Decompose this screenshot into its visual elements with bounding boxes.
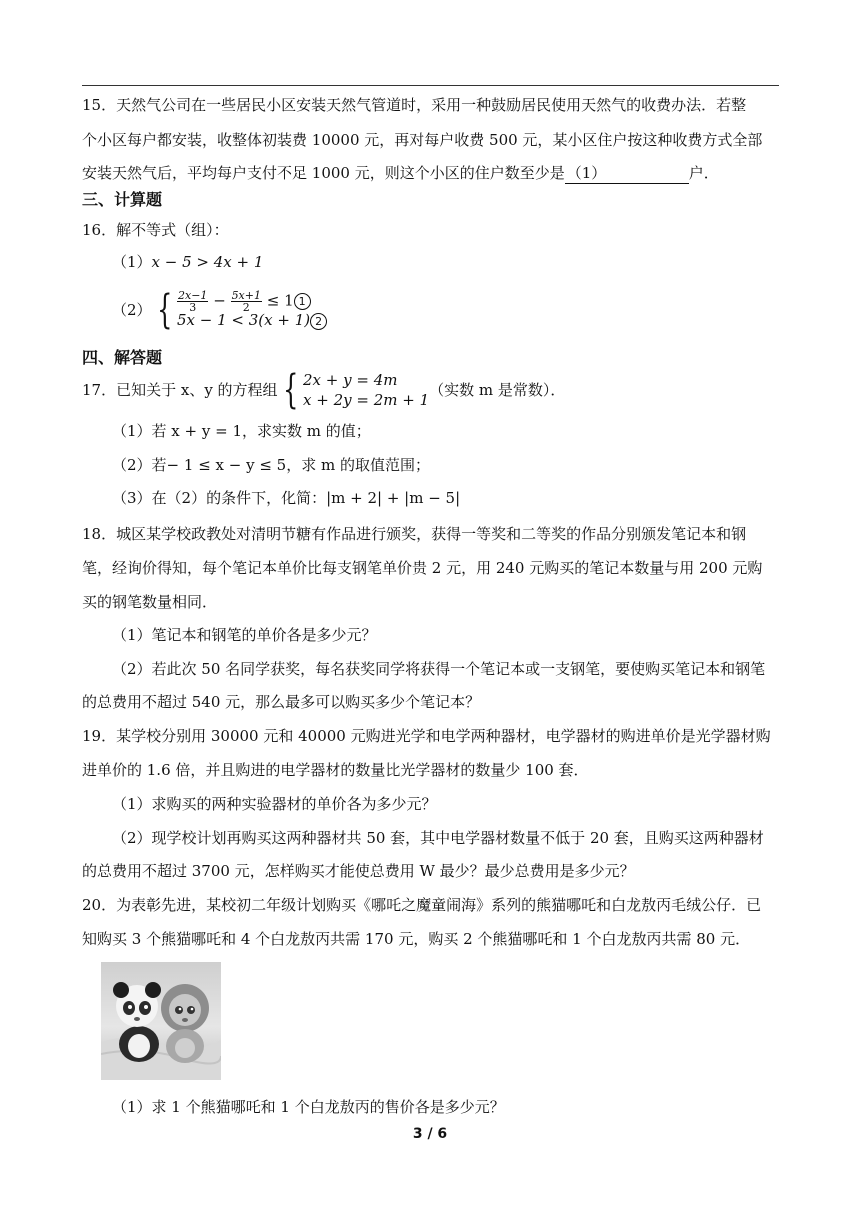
answer-blank[interactable]: （1） [565,163,689,184]
equation-2: x + 2y = 2m + 1 [303,391,430,409]
q15-line-3-suffix: 户． [688,164,719,182]
row-1-tail: ≤ 1 [266,291,294,310]
q16-part-2-label: （2） [112,301,152,319]
fraction-1-denominator: 3 [189,301,197,314]
q17-part-1: （1）若 x + y = 1，求实数 m 的值； [112,422,371,440]
q15-line-3-text: 安装天然气后，平均每户支付不足 1000 元，则这个小区的住户数至少是 [82,164,565,182]
q18-part-2-line-1: （2）若此次 50 名同学获奖，每名获奖同学将获得一个笔记本或一支钢笔，要使购买笔记本和钢笔 [112,660,766,678]
q18-part-1: （1）笔记本和钢笔的单价各是多少元？ [112,626,377,644]
q15-line-1: 15．天然气公司在一些居民小区安装天然气管道时，采用一种鼓励居民使用天然气的收费办法．若整 [82,96,747,114]
q17-stem [82,367,779,414]
left-brace: { [282,367,298,413]
plush-toys-illustration [101,962,221,1080]
q17-part-2: （2）若− 1 ≤ x − y ≤ 5，求 m 的取值范围； [112,456,430,474]
row-2-expr: 5x − 1 < 3(x + 1) [177,311,311,329]
section-title-answer: 四、解答题 [82,348,163,367]
header-rule [82,85,779,86]
q15-line-2: 个小区每户都安装，收整体初装费 10000 元，再对每户收费 500 元，某小区住户按这种收费方式全部 [82,131,763,149]
q17-stem-text: 17．已知关于 x、y 的方程组 [82,381,278,399]
fraction-2-numerator: 5x+1 [231,289,261,302]
q16-part-1-label: （1） [112,253,152,271]
section-title-calc: 三、计算题 [82,190,163,209]
q16-part-1-expr: x − 5 > 4x + 1 [151,253,264,271]
q19-part-1: （1）求购买的两种实验器材的单价各为多少元？ [112,795,437,813]
plush-toys-image [101,962,221,1080]
q19-line-2: 进单价的 1.6 倍，并且购进的电学器材的数量比光学器材的数量少 100 套． [82,761,589,779]
system-row-2 [177,310,327,330]
equation-1: 2x + y = 4m [303,371,398,389]
q17-part-3: （3）在（2）的条件下，化简：|m + 2| + |m − 5| [112,489,461,507]
fraction-2-denominator: 2 [242,301,250,314]
minus-sign: − [213,291,226,310]
left-brace: { [156,287,172,333]
q16-part-2 [112,287,327,336]
q16-part-1 [112,252,263,272]
q16-stem: 16．解不等式（组）： [82,221,229,239]
circled-number-1: 1 [294,293,311,310]
q20-line-1: 20．为表彰先进，某校初二年级计划购买《哪吒之魔童闹海》系列的熊猫哪吒和白龙敖丙毛绒公仔．已 [82,896,762,914]
q19-part-2-line-1: （2）现学校计划再购买这两种器材共 50 套，其中电学器材数量不低于 20 套，且购买这两种器材 [112,829,764,847]
fraction-1-numerator: 2x−1 [178,289,208,302]
q19-line-1: 19．某学校分别用 30000 元和 40000 元购进光学和电学两种器材，电学器材的购进单价是光学器材购 [82,727,771,745]
q15-line-3 [82,163,779,184]
q20-part-1: （1）求 1 个熊猫哪吒和 1 个白龙敖丙的售价各是多少元？ [112,1098,505,1116]
q20-line-2: 知购买 3 个熊猫哪吒和 4 个白龙敖丙共需 170 元，购买 2 个熊猫哪吒和 1 个白龙敖丙共需 80 元． [82,930,751,948]
circled-number-2: 2 [310,313,327,330]
q19-part-2-line-2: 的总费用不超过 3700 元，怎样购买才能使总费用 W 最少？最少总费用是多少元？ [82,862,635,880]
page-number: 3 / 6 [412,1126,448,1142]
q18-line-2: 笔，经询价得知，每个笔记本单价比每支钢笔单价贵 2 元，用 240 元购买的笔记本数量与用 200 元购 [82,559,763,577]
q18-line-1: 18．城区某学校政教处对清明节糖有作品进行颁奖，获得一等奖和二等奖的作品分别颁发笔记本和钢 [82,525,747,543]
system-row-1 [177,289,327,314]
q18-part-2-line-2: 的总费用不超过 540 元，那么最多可以购买多少个笔记本？ [82,693,481,711]
inequality-system [177,290,327,330]
equation-system [303,370,429,410]
q18-line-3: 买的钢笔数量相同． [82,593,218,611]
q17-stem-suffix: （实数 m 是常数）． [429,381,566,399]
